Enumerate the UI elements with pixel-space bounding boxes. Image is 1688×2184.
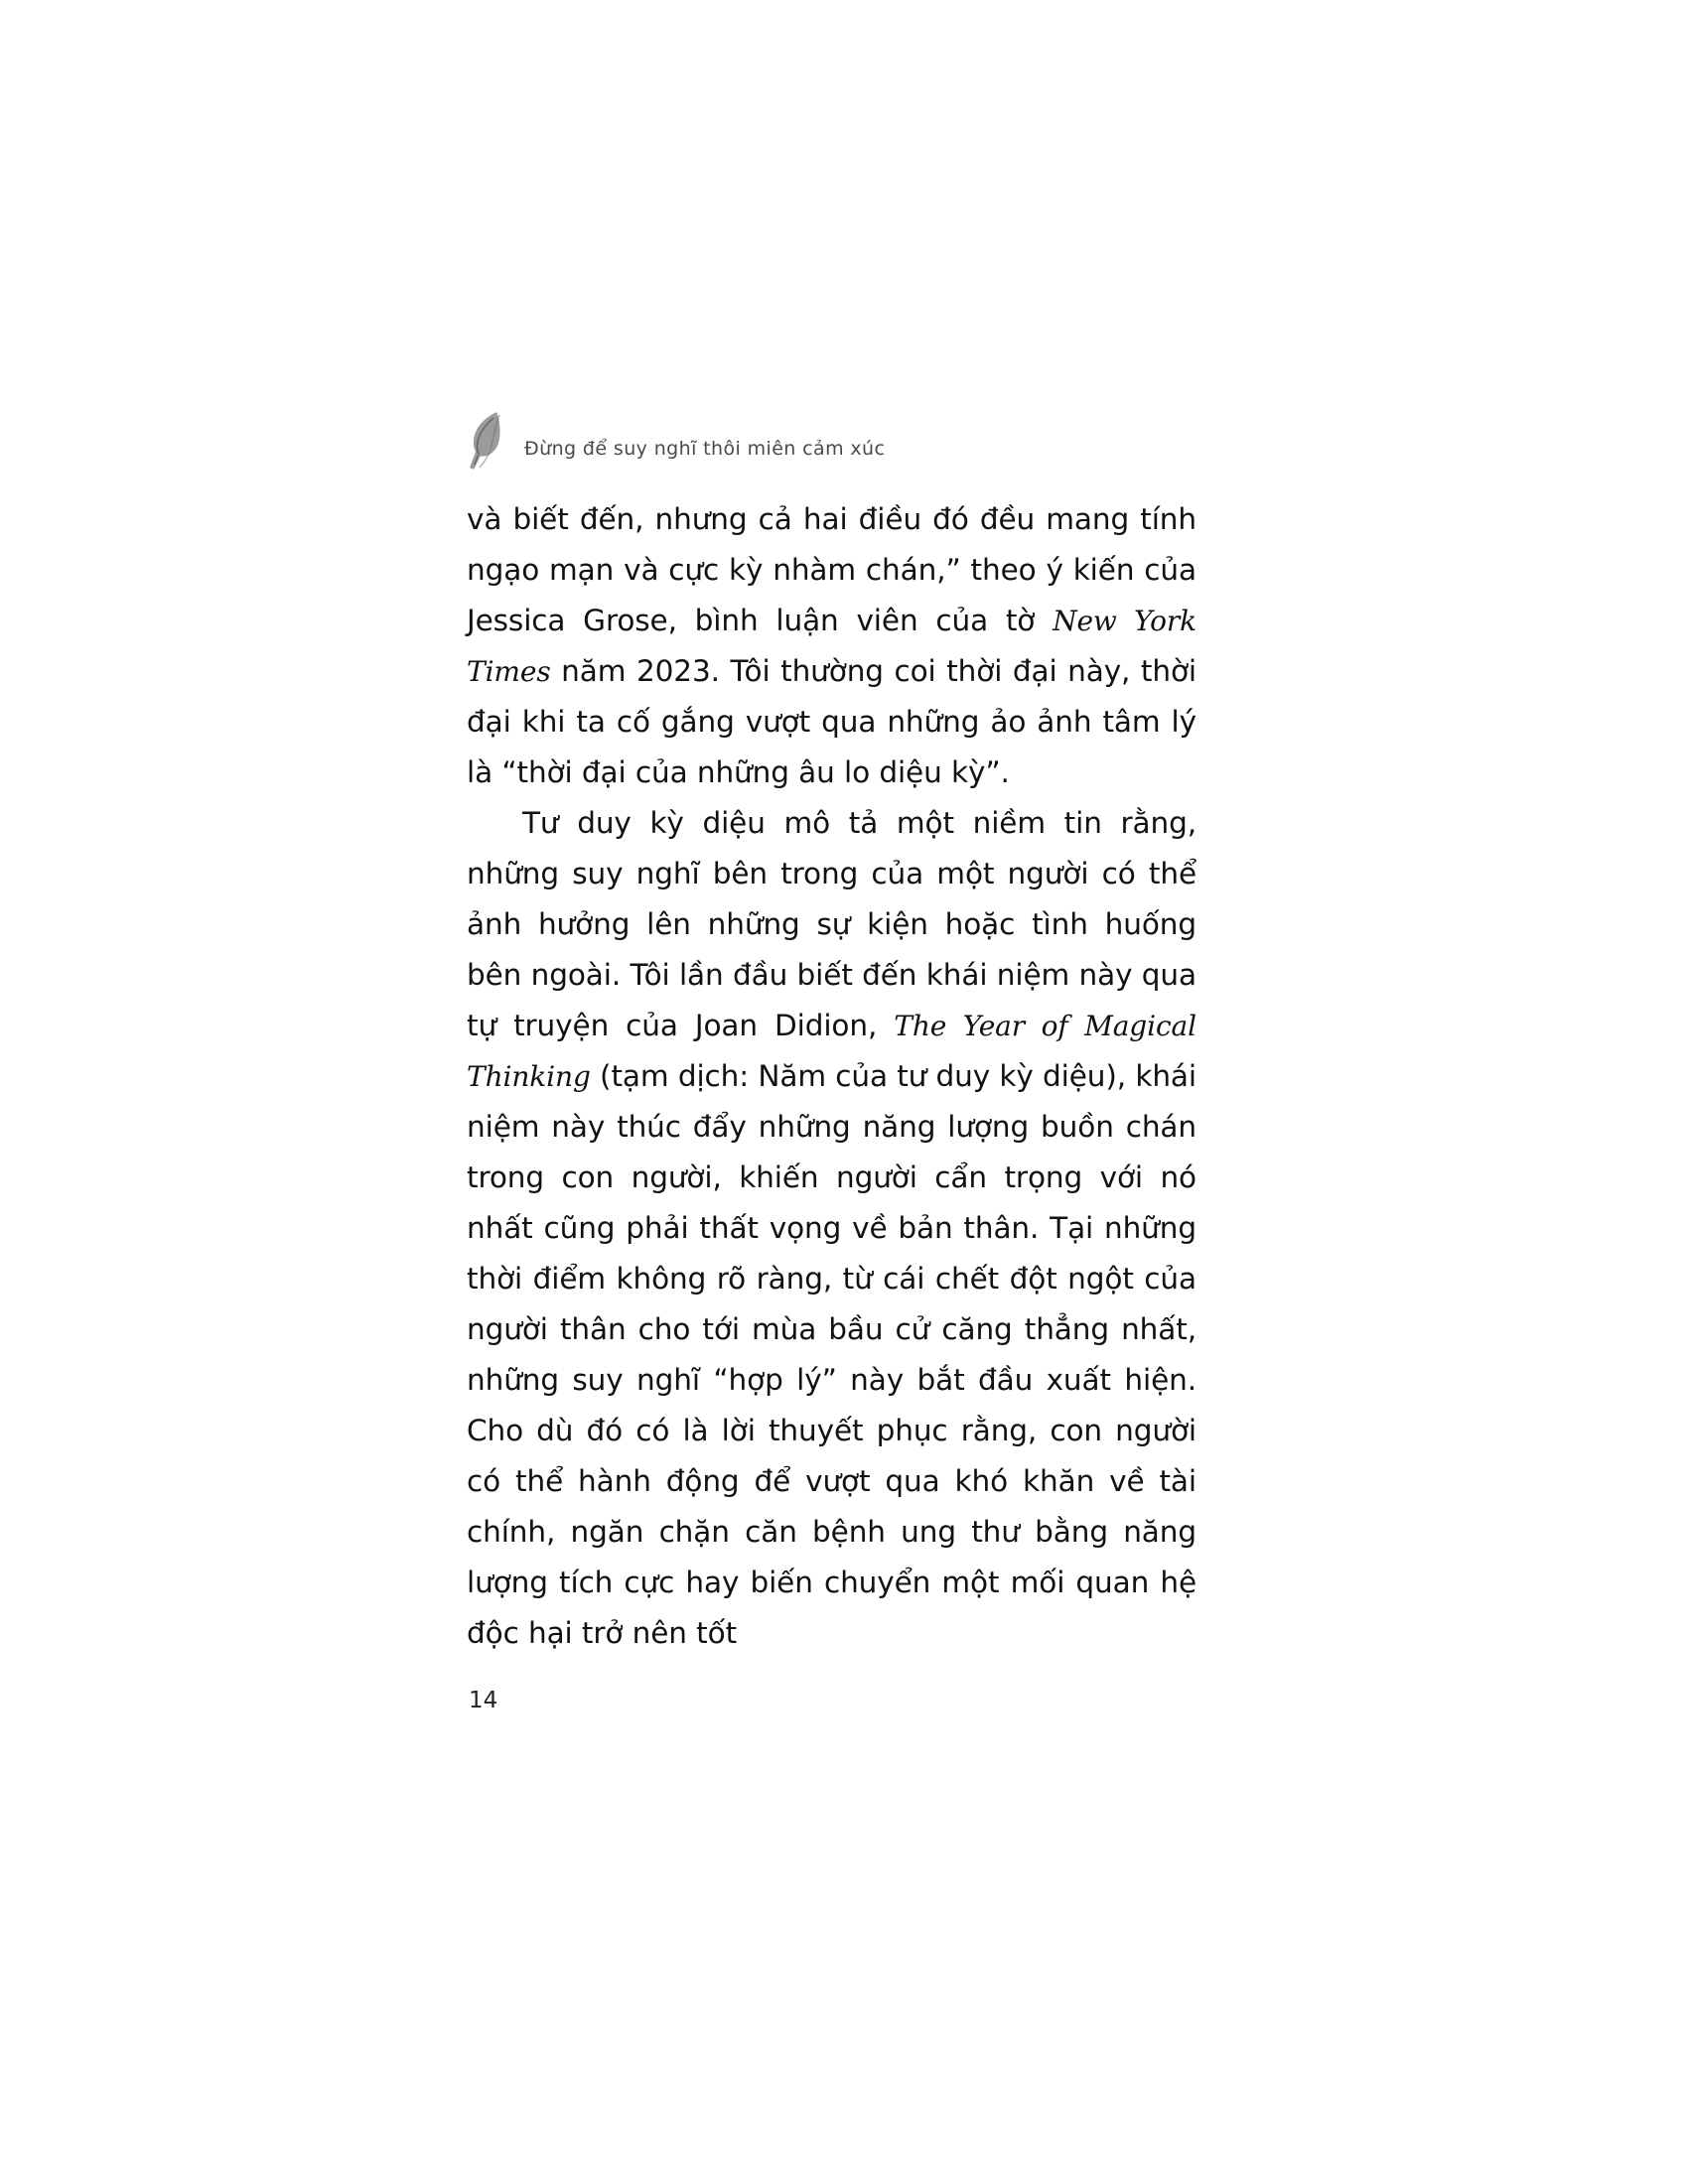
paragraph-2 — [467, 798, 1196, 1659]
running-header-title: Đừng để suy nghĩ thôi miên cảm xúc — [524, 438, 886, 460]
text-run: và biết đến, nhưng cả hai điều đó đều mang tính ngạo mạn và cực kỳ nhàm chán,” theo ý kiến của Jessica Grose, bình luận viên của tờ — [467, 502, 1196, 637]
text-run: năm 2023. Tôi thường coi thời đại này, thời đại khi ta cố gắng vượt qua những ảo ảnh tâm lý là “thời đại của những âu lo diệu kỳ”. — [467, 654, 1196, 789]
italic-title-run: The Year of Magical Thinking — [467, 1010, 1196, 1093]
page-number: 14 — [469, 1688, 498, 1713]
running-header — [467, 402, 1221, 472]
text-run: (tạm dịch: Năm của tư duy kỳ diệu), khái niệm này thúc đẩy những năng lượng buồn chán trong con người, khiến người cẩn trọng với nó nhất cũng phải thất vọng về bản thân. Tại những thời điểm không rõ ràng, từ cái chết đột ngột của người thân cho tới mùa bầu cử căng thẳng nhất, những suy nghĩ “hợp lý” này bắt đầu xuất hiện. Cho dù đó có là lời thuyết phục rằng, con người có thể hành động để vượt qua khó khăn về tài chính, ngăn chặn căn bệnh ung thư bằng năng lượng tích cực hay biến chuyển một mối quan hệ độc hại trở nên tốt — [467, 1059, 1197, 1650]
paragraph-1 — [467, 494, 1196, 798]
text-run: Tư duy kỳ diệu mô tả một niềm tin rằng, những suy nghĩ bên trong của một người có thể ảnh hưởng lên những sự kiện hoặc tình huống bên ngoài. Tôi lần đầu biết đến khái niệm này qua tự truyện của Joan Didion, — [467, 806, 1196, 1042]
quill-flourish-icon — [467, 410, 508, 476]
body-text-column — [467, 494, 1196, 1659]
italic-title-run: New York Times — [467, 605, 1196, 688]
